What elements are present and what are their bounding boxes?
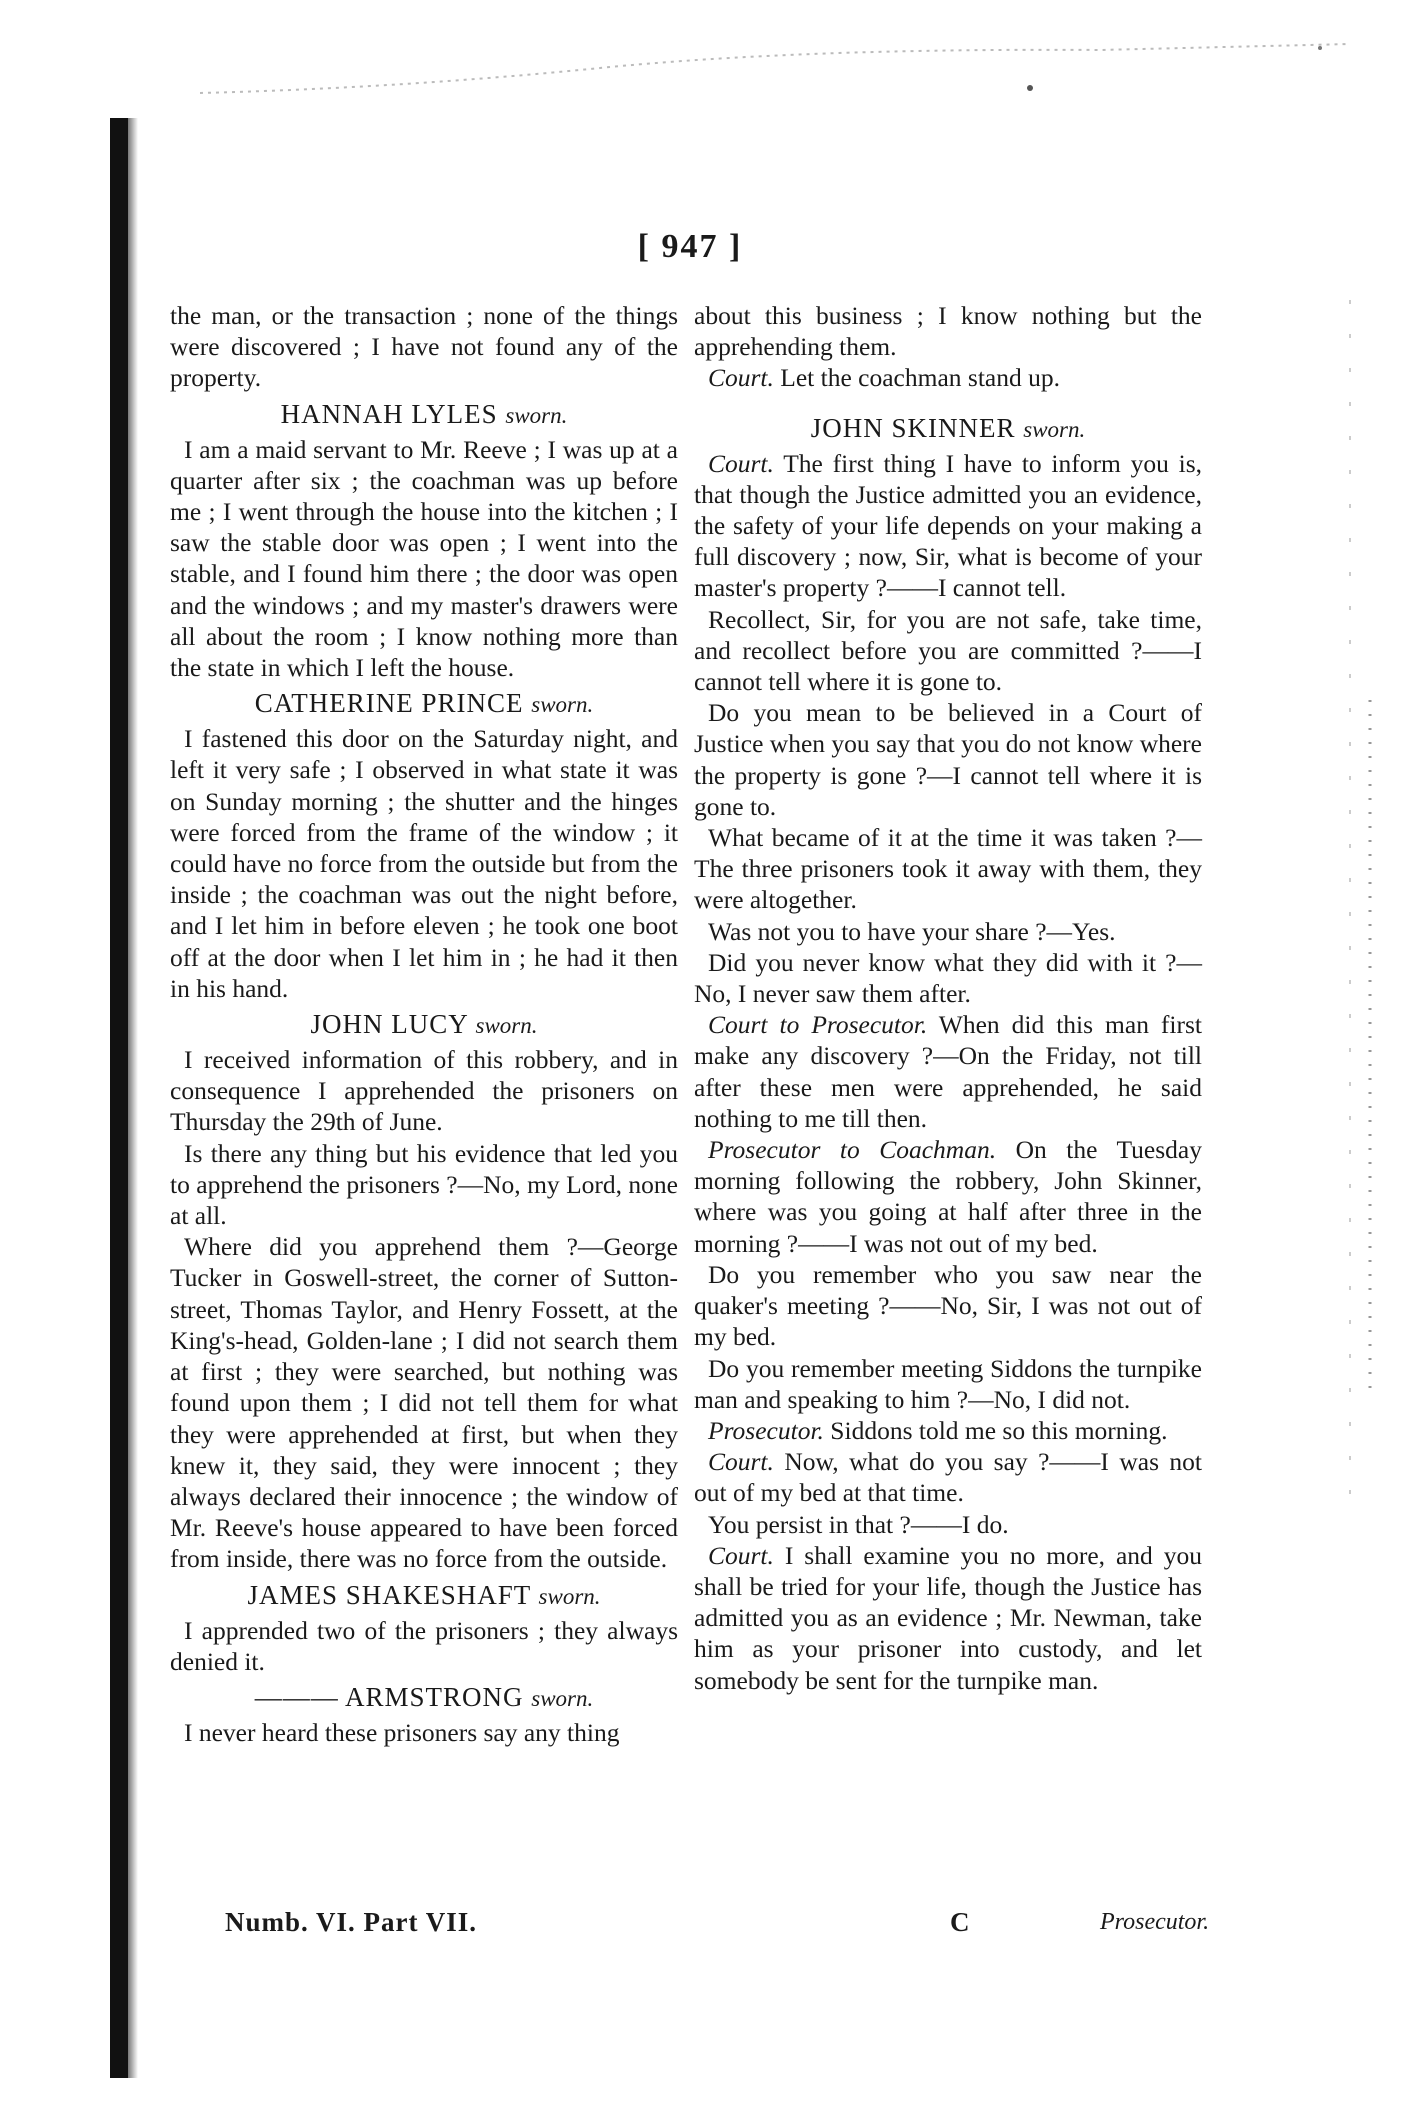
paragraph-text: Siddons told me so this morning. (830, 1415, 1168, 1445)
paragraph: Recollect, Sir, for you are not safe, take time, and recollect before you are committed ?——I cannot tell where it is gone to. (694, 604, 1202, 697)
witness-heading (170, 687, 678, 721)
paragraph: I never heard these prisoners say any thing (184, 1717, 620, 1747)
paragraph: Do you remember who you saw near the quaker's meeting ?——No, Sir, I was not out of my bed. (694, 1259, 1202, 1352)
witness-name: JAMES SHAKESHAFT (247, 1579, 531, 1610)
speaker-label: Prosecutor to Coachman. (708, 1135, 997, 1165)
page-number: [ 947 ] (637, 228, 743, 265)
sworn-label: sworn. (475, 1013, 538, 1039)
paragraph: I fastened this door on the Saturday night, and left it very safe ; I observed in what state it was on Sunday morning ; the shutter and the hinges were forced from the frame of the window ; it could have no force from the outside but from the inside ; the coachman was out the night before, and I let him in before eleven ; he took one boot off at the door when I let him in ; he had it then in his hand. (170, 724, 678, 1003)
paragraph: You persist in that ?——I do. (708, 1509, 1009, 1539)
left-column (170, 300, 678, 1748)
paragraph: I apprended two of the prisoners ; they always denied it. (170, 1615, 678, 1676)
paragraph: Is there any thing but his evidence that led you to apprehend the prisoners ?—No, my Lord, none at all. (170, 1138, 678, 1231)
scan-noise-top (200, 38, 1350, 98)
witness-name: JOHN SKINNER (810, 412, 1016, 443)
paragraph: I am a maid servant to Mr. Reeve ; I was up at a quarter after six ; the coachman was up before me ; I went through the house into the kitchen ; I saw the stable door was open ; I went into the stable, and I found him there ; the door was open and the windows ; and my master's drawers were all about the room ; I know nothing more than the state in which I left the house. (170, 434, 678, 683)
witness-heading (170, 1579, 678, 1613)
paragraph-text: Let the coachman stand up. (780, 363, 1060, 393)
sworn-label: sworn. (1023, 416, 1086, 442)
paragraph (694, 1134, 1202, 1259)
page-binding-edge (110, 118, 128, 2078)
paragraph-text: When did this man first make any discovery ?—On the Friday, not till after these men were apprehended, he said nothing to me till then. (694, 1010, 1203, 1133)
paragraph: Do you mean to be believed in a Court of Justice when you say that you do not know where the property is gone ?—I cannot tell where it is gone to. (694, 698, 1202, 821)
sworn-label: sworn. (505, 402, 568, 428)
scan-noise-right (1330, 300, 1390, 1500)
speaker-label: Prosecutor. (708, 1415, 824, 1445)
paragraph-text: I shall examine you no more, and you shall be tried for your life, though the Justice has admitted you as an evidence ; Mr. Newman, take him as your prisoner into custody, and let somebody be sent for the turnpike man. (694, 1540, 1202, 1695)
paragraph-text: Now, what do you say ?——I was not out of my bed at that time. (694, 1447, 1202, 1508)
paragraph: about this business ; I know nothing but the apprehending them. (694, 301, 1202, 362)
paragraph: Do you remember meeting Siddons the turnpike man and speaking to him ?—No, I did not. (694, 1353, 1202, 1414)
witness-name: JOHN LUCY (310, 1009, 468, 1040)
speaker-label: Court to Prosecutor. (708, 1010, 928, 1040)
paragraph (694, 1540, 1202, 1696)
page-binding-shadow (128, 118, 138, 2078)
paragraph: Did you never know what they did with it ?—No, I never saw them after. (694, 947, 1202, 1009)
right-column (694, 300, 1202, 1696)
witness-heading (170, 1681, 678, 1715)
speaker-label: Court. (708, 1447, 774, 1477)
paragraph: the man, or the transaction ; none of the things were discovered ; I have not found any of the property. (170, 301, 678, 393)
sworn-label: sworn. (538, 1583, 601, 1609)
sworn-label: sworn. (531, 1685, 594, 1711)
paragraph-text: On the Tuesday morning following the robbery, John Skinner, where was you going at half after three in the morning ?——I was not out of my bed. (694, 1135, 1202, 1258)
witness-name: ——— ARMSTRONG (254, 1681, 524, 1712)
witness-heading (170, 1008, 678, 1042)
paragraph (694, 1415, 1202, 1446)
paragraph (694, 1009, 1202, 1134)
witness-name: CATHERINE PRINCE (254, 688, 524, 719)
speaker-label: Court. (708, 1540, 774, 1570)
witness-name: HANNAH LYLES (280, 398, 498, 429)
witness-heading (694, 412, 1202, 446)
paragraph: Was not you to have your share ?—Yes. (708, 916, 1116, 946)
paragraph: Where did you apprehend them ?—George Tucker in Goswell-street, the corner of Sutton-street, Thomas Taylor, and Henry Fossett, at the King's-head, Golden-lane ; I did not search them at first ; they were searched, but nothing was found upon them ; I did not tell them for what they were apprehended at first, but when they knew it, they said, they were innocent ; they always declared their innocence ; the window of Mr. Reeve's house appeared to have been forced from inside, there was no force from the outside. (170, 1232, 678, 1574)
sworn-label: sworn. (531, 692, 594, 718)
witness-heading (170, 398, 678, 432)
paragraph (694, 1446, 1202, 1508)
speaker-label: Court. (708, 363, 774, 393)
paragraph: What became of it at the time it was taken ?—The three prisoners took it away with them, they were altogether. (694, 823, 1202, 915)
footer-number-part: Numb. VI. Part VII. (225, 1907, 478, 1937)
footer-signature: C (950, 1907, 970, 1937)
footer-catchword: Prosecutor. (1100, 1909, 1210, 1935)
paragraph (694, 362, 1202, 393)
paragraph-text: The first thing I have to inform you is, that though the Justice admitted you an evidence, the safety of your life depends on your making a full discovery ; now, Sir, what is become of your master's property ?——I cannot tell. (694, 448, 1202, 603)
speaker-label: Court. (708, 448, 774, 478)
paragraph: I received information of this robbery, and in consequence I apprehended the prisoners on Thursday the 29th of June. (170, 1045, 678, 1137)
paragraph (694, 448, 1202, 604)
